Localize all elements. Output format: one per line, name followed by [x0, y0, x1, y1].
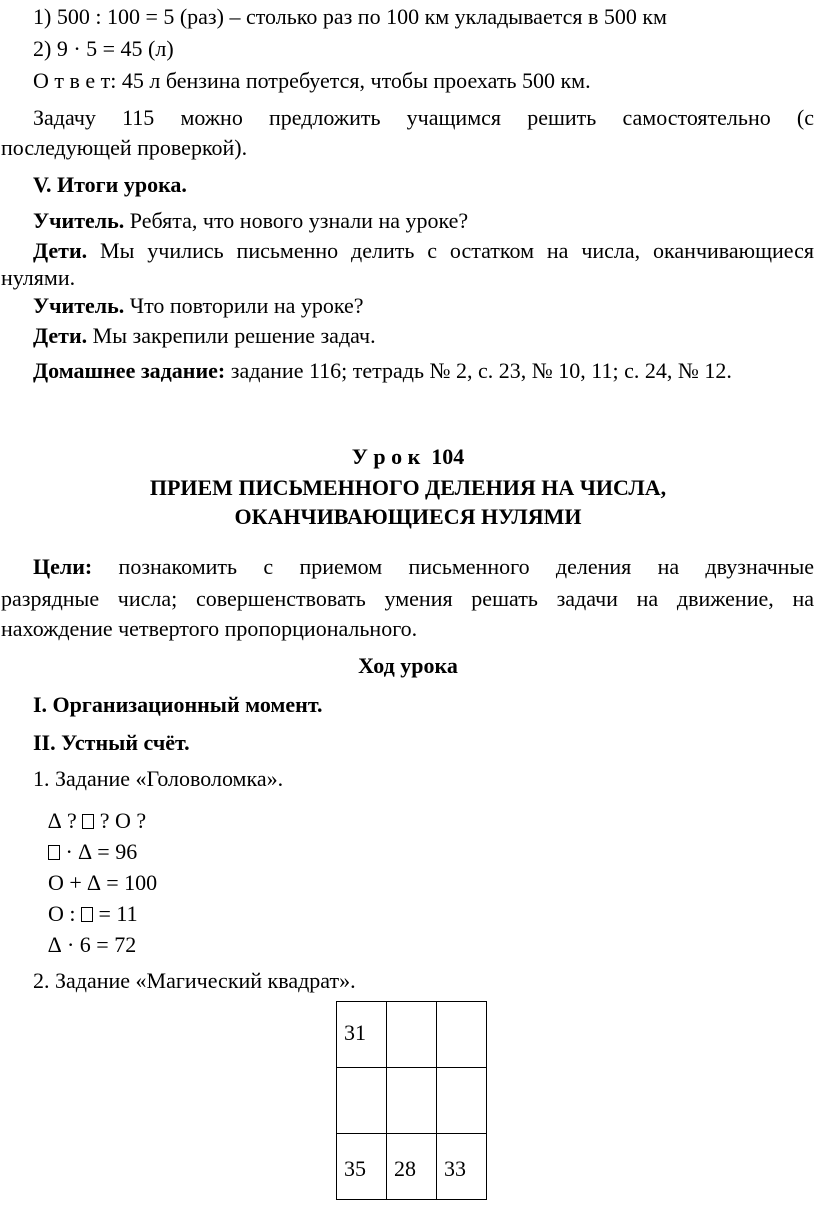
puzzle-text: · ∆ = 96: [60, 839, 138, 864]
square-symbol-icon: [82, 814, 94, 829]
homework-label: Домашнее задание:: [33, 358, 226, 383]
puzzle-line: [48, 837, 137, 867]
task115-line2: последующей проверкой).: [1, 135, 248, 160]
puzzle-text: = 11: [93, 901, 138, 926]
magic-square-cell: 33: [437, 1134, 487, 1200]
children-answer-1-cont: нулями.: [1, 265, 76, 290]
children-label-2: Дети.: [33, 323, 88, 348]
goals-line3: нахождение четвертого пропорционального.: [1, 616, 418, 641]
magic-square-cell: [387, 1068, 437, 1134]
children-answer-text: Мы учились письменно делить с остатком на числа, оканчивающиеся: [87, 238, 814, 263]
square-symbol-icon: [48, 845, 60, 860]
puzzle-text: ∆ ?: [48, 808, 83, 833]
task-1-title: 1. Задание «Головоломка».: [33, 766, 284, 791]
course-heading-text: Ход урока: [358, 653, 458, 678]
magic-square-cell: 35: [337, 1134, 387, 1200]
goals-line2: разрядные числа; совершенствовать умения решать задачи на движение, на: [1, 586, 814, 611]
children-answer-2-text: Мы закрепили решение задач.: [87, 323, 376, 348]
homework-line: [33, 356, 732, 386]
puzzle-text: О + ∆ = 100: [48, 870, 158, 895]
section-1-heading: [33, 690, 323, 720]
solution-step-1: 1) 500 : 100 = 5 (раз) – столько раз по 100 км укладывается в 500 км: [33, 4, 667, 29]
lesson-title-line2: [0, 502, 816, 532]
lesson-title-text-1: ПРИЕМ ПИСЬМЕННОГО ДЕЛЕНИЯ НА ЧИСЛА,: [149, 475, 667, 500]
children-answer-2: [33, 321, 376, 351]
goals-label: Цели:: [33, 554, 93, 579]
magic-square-row: [337, 1002, 487, 1068]
magic-square-cell: 31: [337, 1002, 387, 1068]
puzzle-line: [48, 868, 157, 898]
lesson-title-line1: [0, 473, 816, 503]
summary-heading-text: V. Итоги урока.: [33, 172, 187, 197]
children-answer-1: [33, 236, 814, 266]
course-heading: [0, 651, 816, 681]
summary-heading: [33, 170, 187, 200]
puzzle-line: [48, 930, 136, 960]
teacher-question-2: [33, 291, 364, 321]
magic-square-row: [337, 1134, 487, 1200]
task115-line1: Задачу 115 можно предложить учащимся решить самостоятельно (с: [33, 105, 814, 130]
teacher-label: Учитель.: [33, 208, 125, 233]
teacher-label-2: Учитель.: [33, 293, 125, 318]
magic-square-cell: [437, 1002, 487, 1068]
lesson-number: [0, 442, 816, 472]
magic-square-cell: 28: [387, 1134, 437, 1200]
magic-square-table: [336, 1001, 487, 1200]
square-symbol-icon: [81, 907, 93, 922]
homework-text: задание 116; тетрадь № 2, с. 23, № 10, 11; с. 24, № 12.: [225, 358, 732, 383]
puzzle-text: О :: [48, 901, 81, 926]
goals-text-1: познакомить с приемом письменного деления на двузначные: [92, 554, 814, 579]
puzzle-text: ∆ · 6 = 72: [48, 932, 137, 957]
magic-square-row: [337, 1068, 487, 1134]
task-2-title: 2. Задание «Магический квадрат».: [33, 968, 356, 993]
teacher-question-2-text: Что повторили на уроке?: [124, 293, 364, 318]
magic-square-cell: [387, 1002, 437, 1068]
answer-label: О т в е т:: [33, 68, 117, 93]
magic-square-cell: [337, 1068, 387, 1134]
puzzle-line: [48, 899, 138, 929]
section-2-heading: [33, 728, 190, 758]
section-1-text: I. Организационный момент.: [33, 692, 323, 717]
teacher-question-1: [33, 206, 468, 236]
answer-line: [33, 66, 591, 96]
teacher-question-text: Ребята, что нового узнали на уроке?: [124, 208, 469, 233]
section-2-text: II. Устный счёт.: [33, 730, 190, 755]
lesson-number-text: У р о к 104: [351, 444, 465, 469]
answer-text: 45 л бензина потребуется, чтобы проехать 500 км.: [116, 68, 591, 93]
solution-step-2: 2) 9 · 5 = 45 (л): [33, 36, 174, 61]
puzzle-text: ? О ?: [94, 808, 147, 833]
magic-square-cell: [437, 1068, 487, 1134]
goals-line1: [33, 552, 814, 582]
puzzle-line: [48, 806, 146, 836]
children-label: Дети.: [33, 238, 88, 263]
lesson-title-text-2: ОКАНЧИВАЮЩИЕСЯ НУЛЯМИ: [234, 504, 582, 529]
